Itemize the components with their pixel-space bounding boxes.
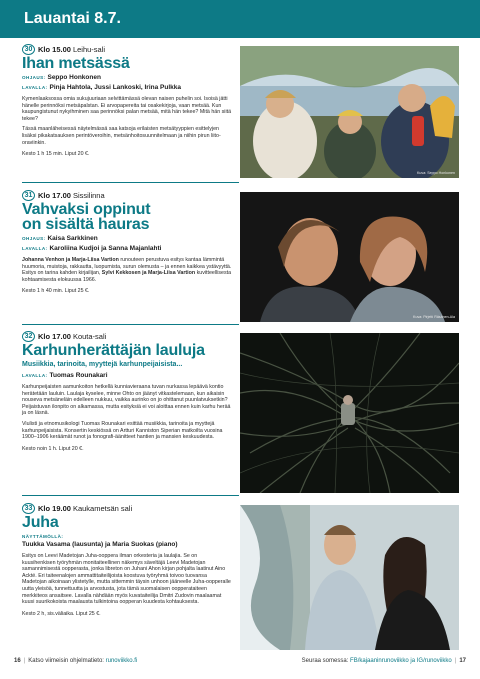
two-women-photo: [240, 192, 459, 322]
event-text: [22, 44, 232, 157]
credit-role: LAVALLA:: [22, 246, 48, 251]
event-title: Karhunherättäjän lauluja: [22, 342, 205, 359]
credit-people: Tuomas Rounakari: [49, 372, 108, 379]
photo-credit: Kuva: Seppo Honkonen: [417, 171, 455, 175]
event-photo: [240, 46, 459, 178]
event-venue: Kouta-sali: [72, 332, 107, 341]
event-text: [22, 331, 232, 452]
event-time: Klo 15.00: [38, 45, 71, 54]
forest-people-photo: [240, 46, 459, 178]
event-number-badge: 32: [22, 331, 35, 342]
event-venue: Leihu-sali: [72, 45, 106, 54]
section-divider: [22, 182, 239, 183]
author-names: Johanna Venhon ja Marja-Liisa Vartion: [22, 257, 119, 263]
event-title-line: Vahvaksi oppinut: [22, 201, 151, 218]
event-32: [22, 331, 460, 491]
event-photo: [240, 505, 459, 650]
event-photo: [240, 333, 459, 493]
event-time: Klo 17.00: [38, 191, 71, 200]
section-divider: [22, 495, 239, 496]
credit-people: Karoliina Kudjoi ja Sanna Majanlahti: [49, 245, 162, 252]
website-link[interactable]: runoviikko.fi: [105, 658, 138, 664]
section-divider: [22, 324, 239, 325]
event-header-row: [22, 44, 232, 55]
event-description: Kymenlaaksossa omia sukujuuriaan selvittämässä olevan naisen puhelin soi. Isoisä jätti hänelle perinnöksi metsäpalstan. Ei arvopapereita tai osakekirjoja, vaan metsää. Kun kaupungistunut nykyihminen saa perinnöksi palan metsää, mitä hän tekee? Mitä hän siitä tekee?: [22, 96, 232, 122]
event-subtitle: Musiikkia, tarinoita, myyttejä karhunpeijaisista...: [22, 361, 183, 368]
event-text: [22, 190, 232, 294]
page-header: [0, 0, 480, 38]
waterfall-portrait-photo: [240, 505, 459, 650]
event-description: Esitys on Leevi Madetojan Juha-ooppera ilman orkesteria ja laulajia. Se on kuusihenkisen työryhmän monitaiteellinen näkemys säveltäjä Leevi Madetojan samannimisestä oopperasta, jonka libreton on Juhani Ahon kirjan pohjalta laatinut Aino Ackté. Eri taiteenalojen ammattitaiteilijoista koostuva työryhmä toivoo tuovansa Madetojan aikoinaan ylistetylle, mutta sittemmin täysin unhoon jääneelle Juha-oopperalle uutta yleisöä, tunnettuutta ja arvostusta, jota tämä suomalaisen oopperataiteen merkkiteos ansaitsee. Lavalla nähdään myös kuvataiteilija Dmitri Zudovin maalaamat kuusi suurikokoista maalausta tulkintoina oopperan kuudesta kohtauksesta.: [22, 553, 231, 606]
footer-text: Seuraa somessa:: [301, 658, 351, 664]
photo-credit: Kuva: Pirjetti Räsänen-Ala: [413, 315, 455, 319]
event-description: Karhunpeijaisten aamunkoiton hetkellä kunniavieraana tuvan nurkassa lepäävä kontio herätetään lauluin. Laulaja kyselee, minne Ohto on jäänyt vitkastelemaan, kun aikaisin nouseva metsäneläin edelleen nukkuu, vaikka aurinko on jo ohittanut puunlatvuksetkin? Peijaistuvan ilonpito on alkamassa, mutta esityksiä ei voi aloittaa ennen kuin karhu herää ja on läsnä.: [22, 384, 231, 417]
event-description: [22, 257, 232, 283]
event-description: Viulisti ja etnomusikologi Tuomas Rounakari esittää musiikkia, tarinoita ja myyttejä karhunpeijaisista. Konsertin keskiössä on Artturi Kanniston Siperian matkoilta vuosina 1900–1906 keräämät runot ja fonografi-äänitteet hantien ja mansien keskuudesta.: [22, 420, 223, 441]
page-number: 16: [14, 658, 21, 664]
event-duration-price: Kesto 2 h, sis.väliaika. Liput 25 €.: [22, 610, 101, 617]
description-text: runouteen perustuva esitys kantaa lämmintä huumoria, muistoja, rakkautta, luopumista, surun olemusta – ja ennen kaikkea ystävyyttä. Esitys on tarina kahden kirjailijan,: [22, 257, 232, 277]
footer-separator: |: [454, 658, 457, 664]
event-time: Klo 17.00: [38, 332, 71, 341]
footer-right: [302, 658, 466, 664]
event-number-badge: 30: [22, 44, 35, 55]
character-names: Sylvi Kekkosen ja Marja-Liisa Vartion: [101, 270, 196, 277]
credit-role: LAVALLA:: [22, 373, 48, 378]
credit-people: Pinja Hahtola, Jussi Lankoski, Irina Pulkka: [49, 84, 181, 91]
event-title: [22, 202, 232, 232]
credit-role: OHJAUS:: [22, 75, 46, 80]
credit-cast: [22, 245, 232, 253]
event-venue: Sissilinna: [72, 191, 105, 200]
description-text: kuvitteellisesta kohtaamisesta elokuussa 1966.: [22, 270, 232, 283]
credit-people: Seppo Honkonen: [47, 74, 101, 81]
event-venue: Kaukametsän sali: [72, 504, 133, 513]
event-duration-price: Kesto 1 h 40 min. Liput 25 €.: [22, 288, 90, 295]
page-number: 17: [459, 658, 466, 664]
footer-left: [14, 658, 137, 664]
event-33: [22, 503, 460, 653]
page-footer: [0, 655, 480, 669]
credit-direction: [22, 74, 232, 82]
credit-role: NÄYTTÄMÖLLÄ:: [22, 534, 64, 539]
event-header-row: [22, 503, 232, 514]
credit-performers: [22, 533, 232, 549]
footer-text: Katso viimeisin ohjelmatieto:: [28, 658, 106, 664]
event-title: Juha: [22, 514, 59, 531]
social-link[interactable]: FB/kajaaninrunoviikko ja IG/runoviikko: [350, 658, 452, 664]
page-title: Lauantai 8.7.: [24, 10, 121, 27]
event-photo: [240, 192, 459, 322]
event-time: Klo 19.00: [38, 504, 71, 513]
credit-cast: [22, 84, 232, 92]
dark-roots-photo: [240, 333, 459, 493]
event-duration-price: Kesto noin 1 h. Liput 20 €.: [22, 445, 84, 452]
event-30: [22, 44, 460, 178]
event-31: [22, 190, 460, 324]
credit-direction: [22, 235, 232, 243]
event-title-line: on sisältä hauras: [22, 216, 150, 233]
credit-role: LAVALLA:: [22, 85, 48, 90]
event-description: Tässä maanläheisessä näytelmässä saa katsoja erilaisten metsätyyppien esittelyjen lisäksi pikakatsauksen perintöveroihin, metsänhoitosuunnitelmaan ja niihin pirun liito-oraviinkin.: [22, 126, 221, 146]
event-number-badge: 33: [22, 503, 35, 514]
event-text: [22, 503, 232, 617]
event-header-row: [22, 331, 232, 342]
event-header-row: [22, 190, 232, 201]
credit-people: Tuukka Vasama (lausunta) ja Maria Suokas (piano): [22, 541, 178, 548]
credit-people: Kaisa Sarkkinen: [47, 235, 98, 242]
event-duration-price: Kesto 1 h 15 min. Liput 20 €.: [22, 151, 90, 158]
footer-separator: |: [23, 658, 26, 664]
credit-cast: [22, 372, 232, 380]
credit-role: OHJAUS:: [22, 236, 46, 241]
event-number-badge: 31: [22, 190, 35, 201]
event-title: Ihan metsässä: [22, 55, 130, 72]
